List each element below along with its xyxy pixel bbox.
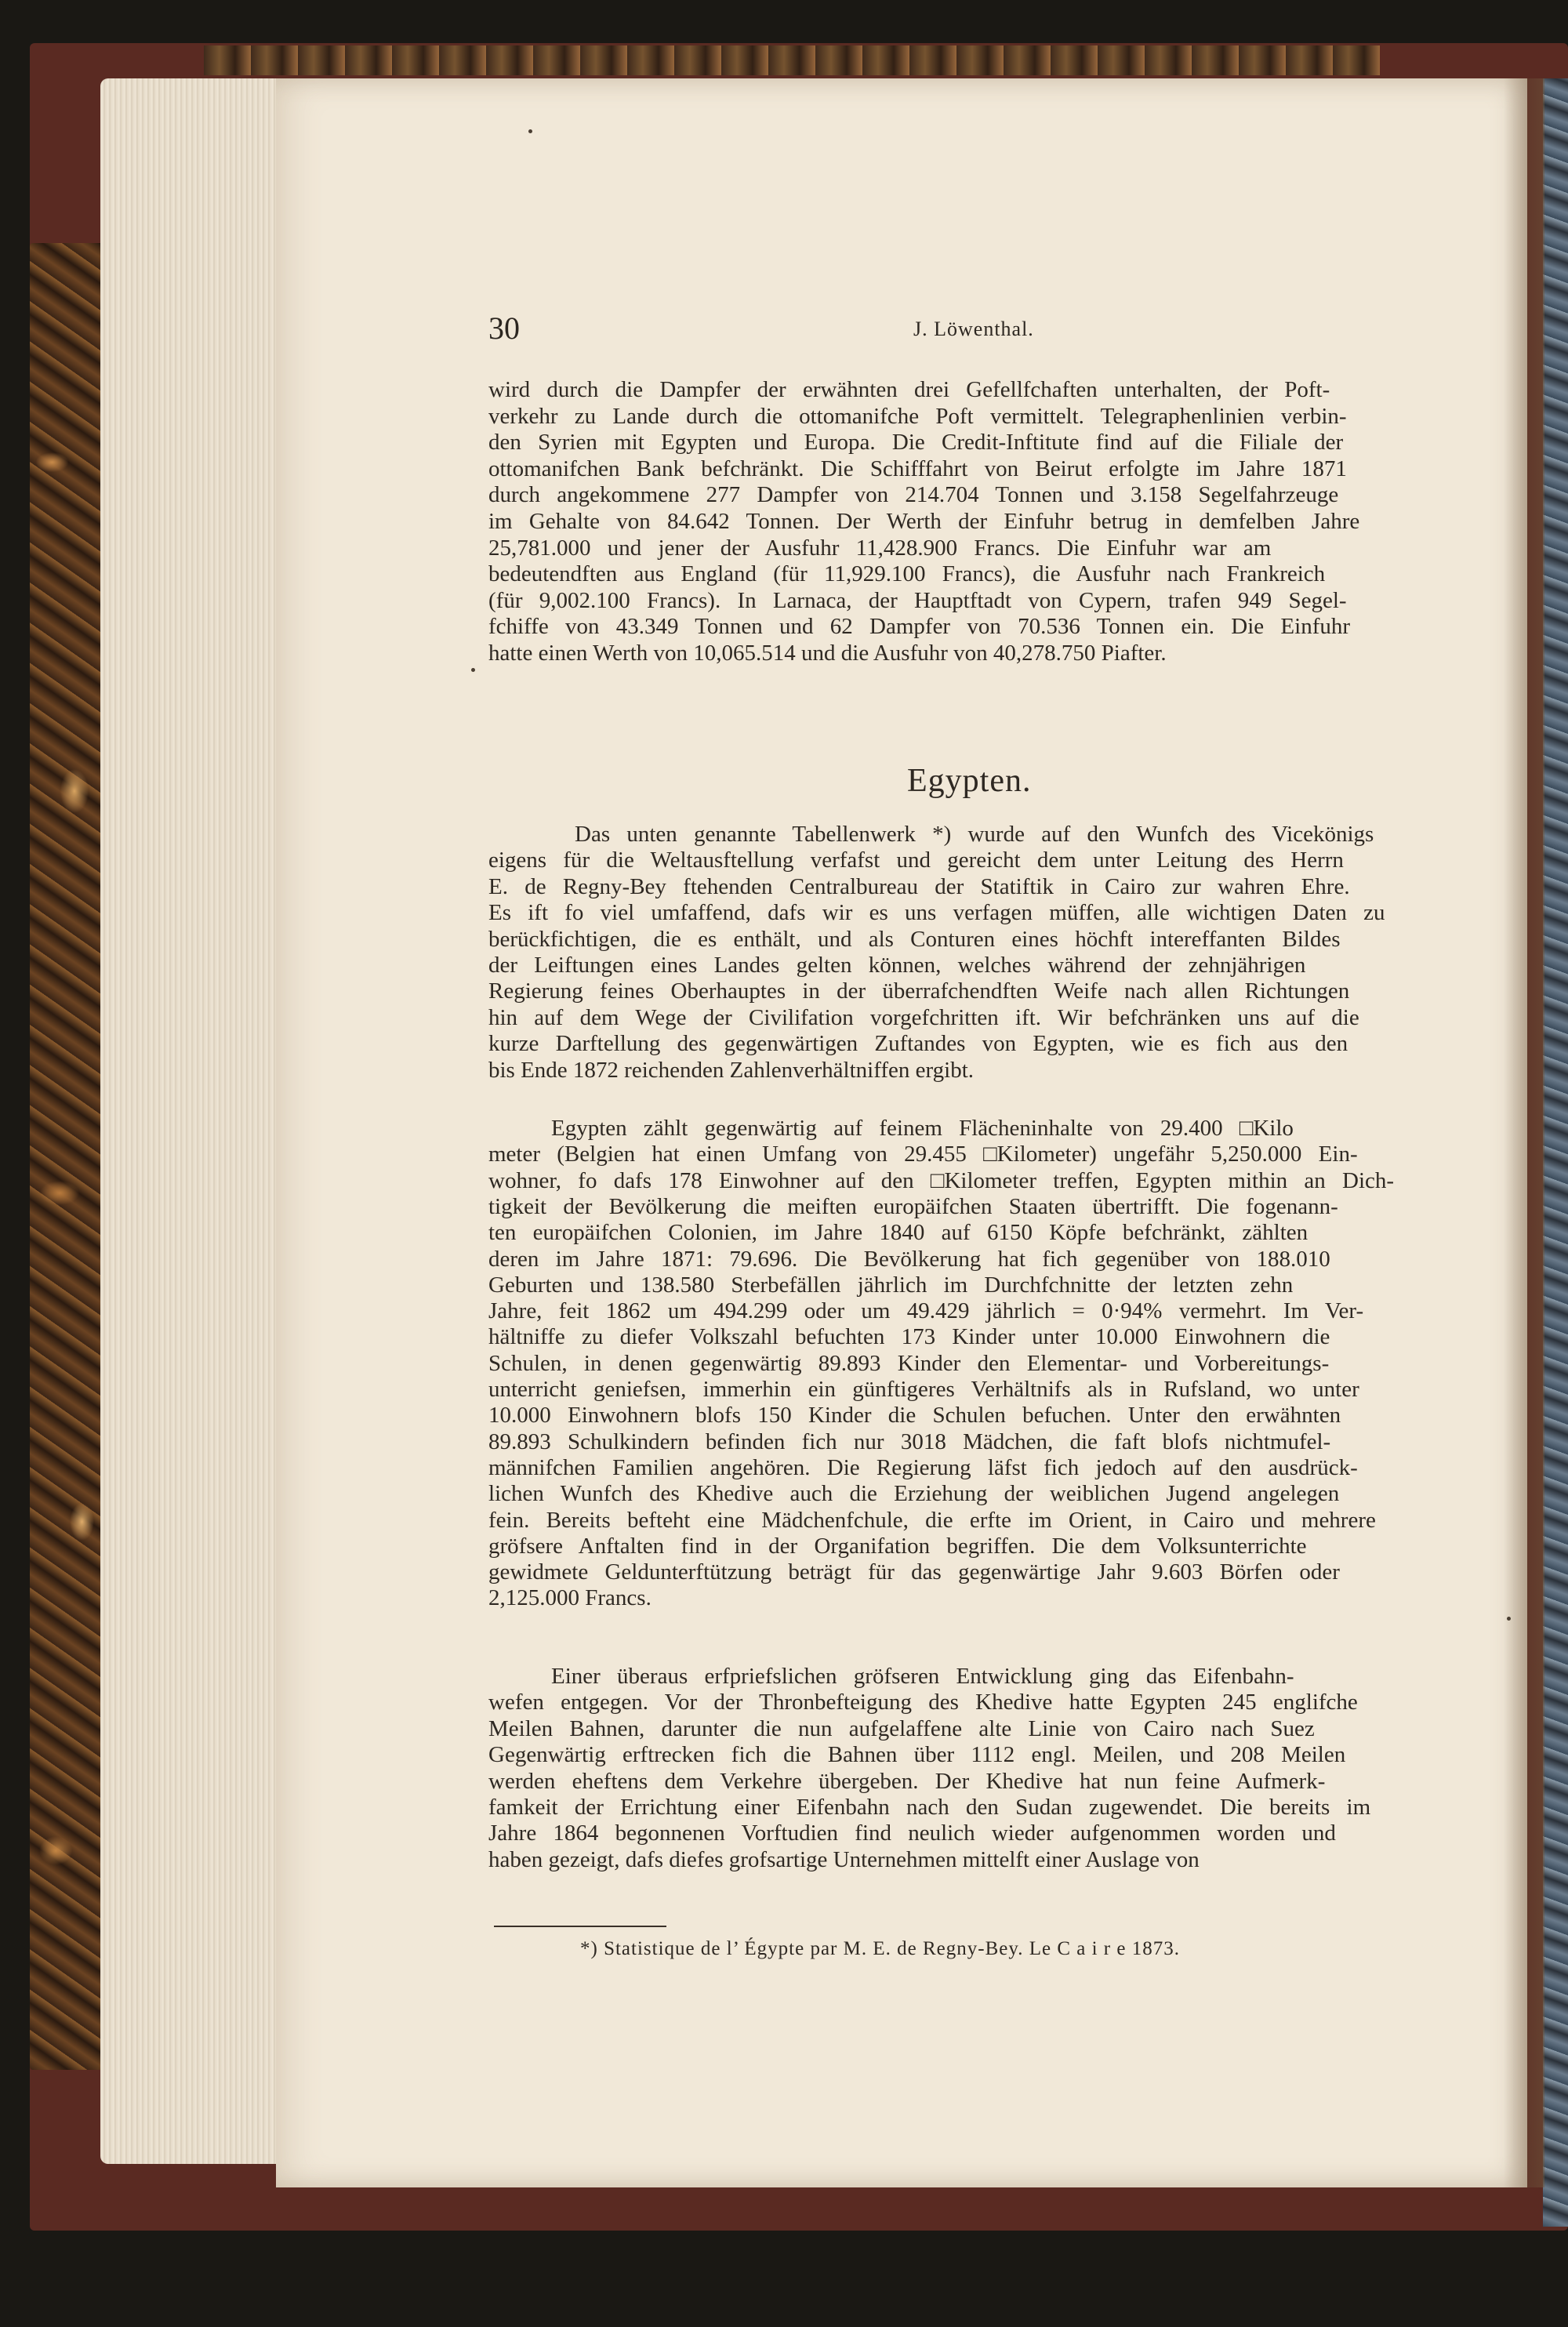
text-line: unterricht geniefsen, immerhin ein günftigeres Verhältnifs als in Rufsland, wo unter — [488, 1377, 1359, 1402]
text-line: lichen Wunfch des Khedive auch die Erziehung der weiblichen Jugend angelegen — [488, 1481, 1340, 1506]
text-line: hin auf dem Wege der Civilifation vorgefchritten ift. Wir befchränken uns auf die — [488, 1005, 1359, 1030]
text-line: wird durch die Dampfer der erwähnten drei Gefellfchaften unterhalten, der Poft- — [488, 377, 1330, 402]
text-line: Schulen, in denen gegenwärtig 89.893 Kinder den Elementar- und Vorbereitungs- — [488, 1351, 1330, 1376]
text-line: Regierung feines Oberhauptes in der überrafchendften Weife nach allen Richtungen — [488, 978, 1350, 1004]
text-line: bedeutendften aus England (für 11,929.100 Francs), die Ausfuhr nach Frankreich — [488, 561, 1326, 586]
footnote: *) Statistique de l’ Égypte par M. E. de Regny-Bey. Le C a i r e 1873. — [580, 1938, 1180, 1959]
text-line: Egypten zählt gegenwärtig auf feinem Flächeninhalte von 29.400 □Kilo — [551, 1116, 1294, 1141]
text-line: hatte einen Werth von 10,065.514 und die Ausfuhr von 40,278.750 Piafter. — [488, 641, 1167, 666]
text-line: E. de Regny-Bey ftehenden Centralbureau der Statiftik in Cairo zur wahren Ehre. — [488, 874, 1350, 899]
text-line: Jahre 1864 begonnenen Vorftudien find neulich wieder aufgenommen worden und — [488, 1821, 1336, 1846]
gutter-shadow — [1504, 78, 1544, 2187]
text-line: ottomanifchen Bank befchränkt. Die Schifffahrt von Beirut erfolgte im Jahre 1871 — [488, 456, 1347, 481]
text-line: wohner, fo dafs 178 Einwohner auf den □Kilometer treffen, Egypten mithin an Dich- — [488, 1168, 1395, 1193]
text-line: tigkeit der Bevölkerung die meiften europäifchen Staaten übertrifft. Die fogenann- — [488, 1194, 1338, 1219]
text-line: verkehr zu Lande durch die ottomanifche Poft vermittelt. Telegraphenlinien verbin- — [488, 404, 1347, 429]
text-line: der Leiftungen eines Landes gelten können, welches während der zehnjährigen — [488, 953, 1306, 978]
text-line: Das unten genannte Tabellenwerk *) wurde auf den Wunfch des Vicekönigs — [575, 822, 1374, 847]
margin-speck — [528, 129, 532, 133]
text-line: Geburten und 138.580 Sterbefällen jährlich im Durchfchnitte der letzten zehn — [488, 1272, 1294, 1298]
text-line: 2,125.000 Francs. — [488, 1585, 652, 1610]
text-line: durch angekommene 277 Dampfer von 214.704 Tonnen und 3.158 Segelfahrzeuge — [488, 482, 1339, 507]
page-edges — [100, 78, 281, 2164]
running-head: J. Löwenthal. — [913, 318, 1034, 340]
marbled-edge-top — [204, 45, 1380, 75]
text-line: haben gezeigt, dafs diefes grofsartige Unternehmen mittelft einer Auslage von — [488, 1847, 1200, 1872]
page-number: 30 — [488, 310, 520, 346]
text-line: werden eheftens dem Verkehre übergeben. Der Khedive hat nun feine Aufmerk- — [488, 1769, 1326, 1794]
text-line: Gegenwärtig erftrecken fich die Bahnen über 1112 engl. Meilen, und 208 Meilen — [488, 1742, 1346, 1767]
text-line: deren im Jahre 1871: 79.696. Die Bevölkerung hat fich gegenüber von 188.010 — [488, 1247, 1330, 1272]
text-line: (für 9,002.100 Francs). In Larnaca, der Hauptftadt von Cypern, trafen 949 Segel- — [488, 588, 1347, 613]
text-line: wefen entgegen. Vor der Thronbefteigung des Khedive hatte Egypten 245 englifche — [488, 1690, 1358, 1715]
text-line: gröfsere Anftalten find in der Organifation begriffen. Die dem Volksunterrichte — [488, 1534, 1307, 1559]
text-line: berückfichtigen, die es enthält, und als Conturen eines höchft intereffanten Bildes — [488, 927, 1341, 952]
text-line: männifchen Familien angehören. Die Regierung läfst fich jedoch auf den ausdrück- — [488, 1455, 1358, 1480]
text-line: gewidmete Geldunterftützung beträgt für das gegenwärtige Jahr 9.603 Börfen oder — [488, 1559, 1340, 1585]
text-line: eigens für die Weltausftellung verfafst und gereicht dem unter Leitung des Herrn — [488, 848, 1344, 873]
footnote-rule — [494, 1926, 666, 1927]
text-line: Es ift fo viel umfaffend, dafs wir es uns verfagen müffen, alle wichtigen Daten zu — [488, 900, 1385, 925]
text-line: den Syrien mit Egypten und Europa. Die Credit-Inftitute find auf die Filiale der — [488, 430, 1344, 455]
text-line: Jahre, feit 1862 um 494.299 oder um 49.429 jährlich = 0·94% vermehrt. Im Ver- — [488, 1298, 1364, 1323]
text-line: hältniffe zu diefer Volkszahl befuchten 173 Kinder unter 10.000 Einwohnern die — [488, 1324, 1330, 1349]
text-line: bis Ende 1872 reichenden Zahlenverhältniffen ergibt. — [488, 1058, 974, 1083]
text-line: Einer überaus erfpriefslichen gröfseren Entwicklung ging das Eifenbahn- — [551, 1664, 1294, 1689]
text-line: 10.000 Einwohnern blofs 150 Kinder die Schulen befuchen. Unter den erwähnten — [488, 1403, 1341, 1428]
text-line: ten europäifchen Colonien, im Jahre 1840 auf 6150 Köpfe befchränkt, zählten — [488, 1220, 1308, 1245]
marbled-cover-right — [1543, 78, 1568, 2227]
text-line: fchiffe von 43.349 Tonnen und 62 Dampfer von 70.536 Tonnen ein. Die Einfuhr — [488, 614, 1351, 639]
text-line: Meilen Bahnen, darunter die nun aufgelaffene alte Linie von Cairo nach Suez — [488, 1716, 1315, 1741]
text-line: meter (Belgien hat einen Umfang von 29.455 □Kilometer) ungefähr 5,250.000 Ein- — [488, 1142, 1358, 1167]
text-line: kurze Darftellung des gegenwärtigen Zuftandes von Egypten, wie es fich aus den — [488, 1031, 1348, 1056]
text-line: 25,781.000 und jener der Ausfuhr 11,428.900 Francs. Die Einfuhr war am — [488, 535, 1272, 561]
marbled-cover-left — [30, 243, 104, 2070]
margin-speck — [1507, 1617, 1511, 1621]
text-line: famkeit der Errichtung einer Eifenbahn nach den Sudan zugewendet. Die bereits im — [488, 1795, 1371, 1820]
section-heading: Egypten. — [907, 763, 1032, 799]
text-line: im Gehalte von 84.642 Tonnen. Der Werth der Einfuhr betrug in demfelben Jahre — [488, 509, 1360, 534]
margin-speck — [471, 668, 475, 672]
text-line: fein. Bereits befteht eine Mädchenfchule, die erfte im Orient, in Cairo und mehrere — [488, 1508, 1376, 1533]
text-line: 89.893 Schulkindern befinden fich nur 3018 Mädchen, die faft blofs nichtmufel- — [488, 1429, 1331, 1454]
